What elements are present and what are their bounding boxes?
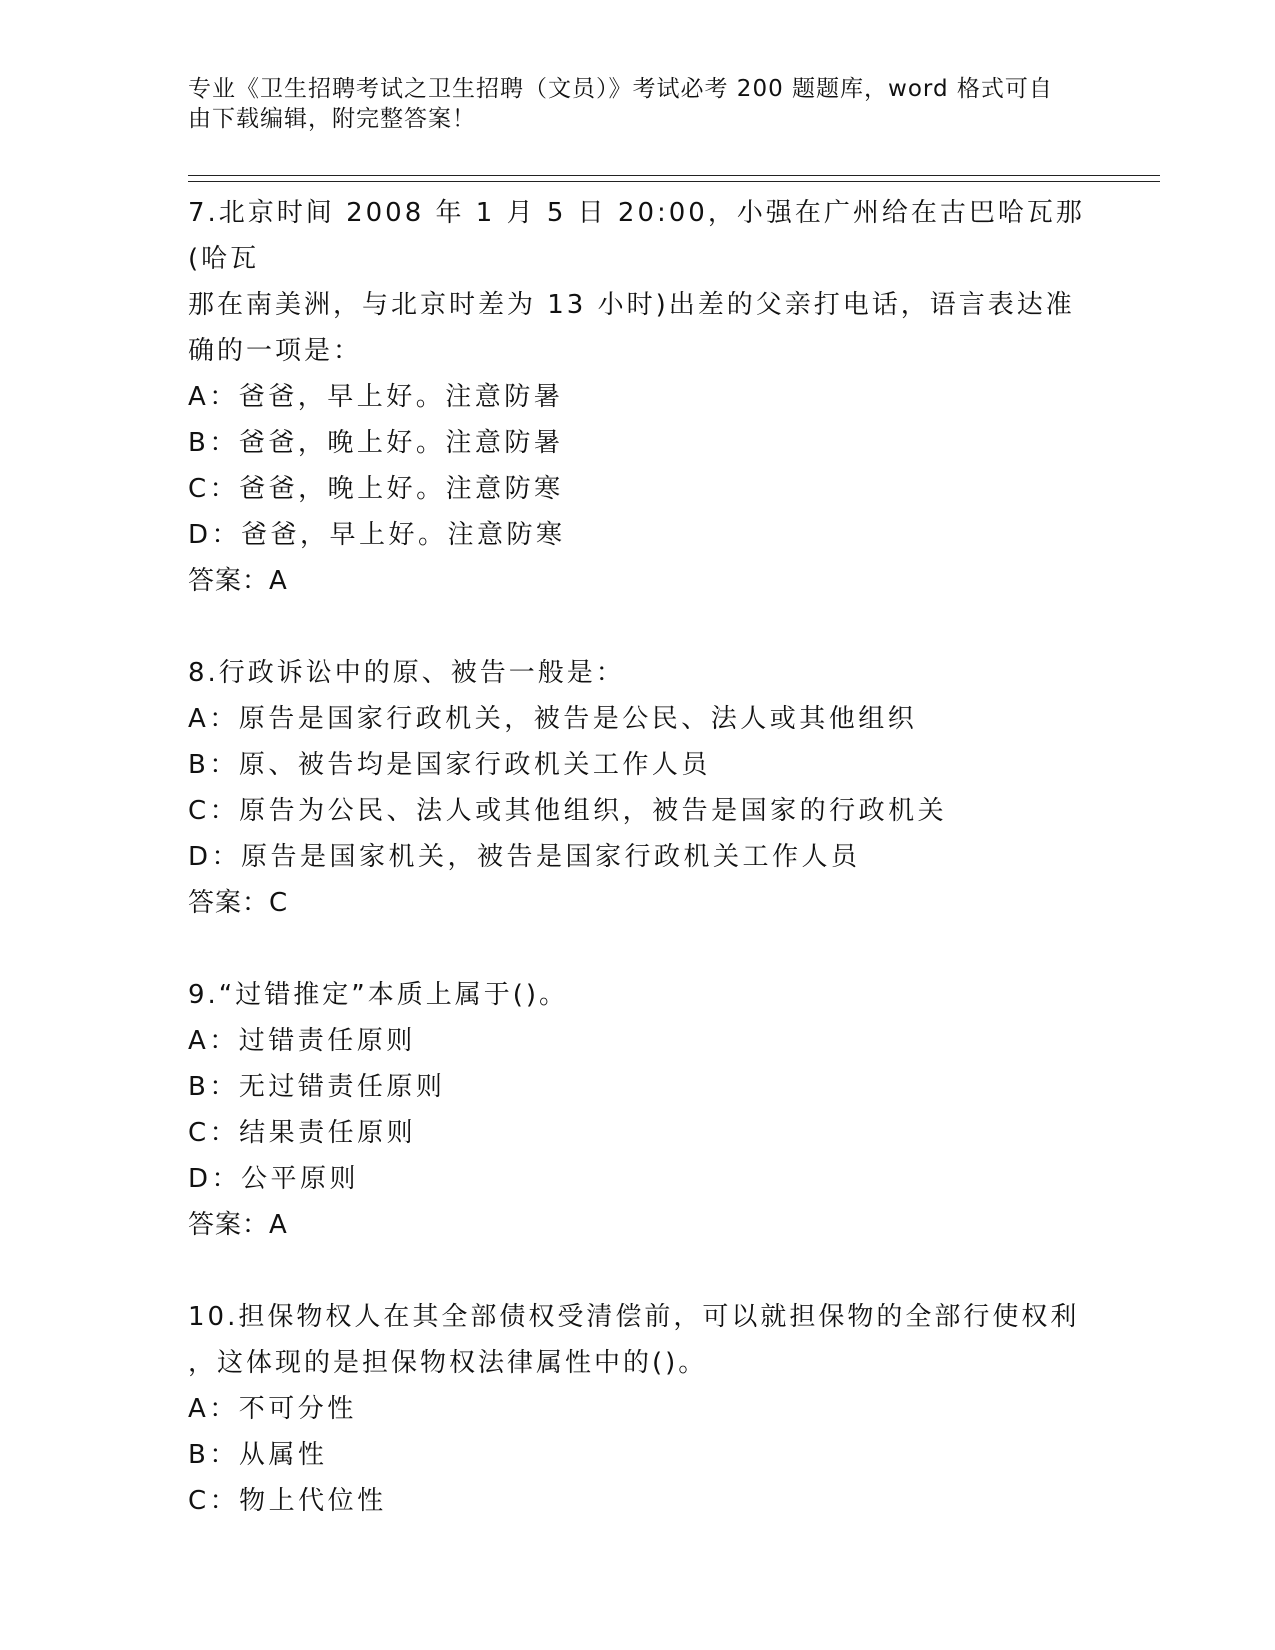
question-text-line: 8.行政诉讼中的原、被告一般是： [188,658,625,688]
question-7 [188,190,1088,604]
question-9 [188,972,1088,1248]
question-10 [188,1294,1088,1524]
document-header [188,74,1088,134]
question-text-line: 确的一项是： [188,336,363,366]
option-c: C：物上代位性 [188,1486,387,1516]
option-b: B：原、被告均是国家行政机关工作人员 [188,750,711,780]
option-a: A：爸爸，早上好。注意防暑 [188,382,564,412]
option-d: D：爸爸，早上好。注意防寒 [188,520,566,550]
option-b: B：无过错责任原则 [188,1072,446,1102]
header-divider-bottom [188,181,1160,182]
question-8 [188,650,1088,926]
question-text-line: ，这体现的是担保物权法律属性中的()。 [188,1348,708,1378]
option-d: D：公平原则 [188,1164,360,1194]
option-a: A：过错责任原则 [188,1026,416,1056]
option-c: C：原告为公民、法人或其他组织，被告是国家的行政机关 [188,796,948,826]
header-line-2: 由下载编辑，附完整答案！ [188,106,476,132]
option-c: C：结果责任原则 [188,1118,417,1148]
question-text-line: 10.担保物权人在其全部债权受清偿前，可以就担保物的全部行使权利 [188,1302,1080,1332]
header-divider-top [188,175,1160,176]
question-text-line: 9.“过错推定”本质上属于()。 [188,980,569,1010]
question-text-line: 7.北京时间 2008 年 1 月 5 日 20:00，小强在广州给在古巴哈瓦那(哈瓦 [188,198,1085,274]
option-b: B：从属性 [188,1440,328,1470]
option-a: A：原告是国家行政机关，被告是公民、法人或其他组织 [188,704,918,734]
answer-label: 答案：A [188,1210,288,1240]
question-text-line: 那在南美洲，与北京时差为 13 小时)出差的父亲打电话，语言表达准 [188,290,1075,320]
option-d: D：原告是国家机关，被告是国家行政机关工作人员 [188,842,861,872]
option-c: C：爸爸，晚上好。注意防寒 [188,474,564,504]
header-line-1: 专业《卫生招聘考试之卫生招聘（文员）》考试必考 200 题题库，word 格式可自 [188,76,1053,102]
option-a: A：不可分性 [188,1394,357,1424]
option-b: B：爸爸，晚上好。注意防暑 [188,428,564,458]
answer-label: 答案：C [188,888,289,918]
answer-label: 答案：A [188,566,288,596]
question-list [188,190,1088,1524]
